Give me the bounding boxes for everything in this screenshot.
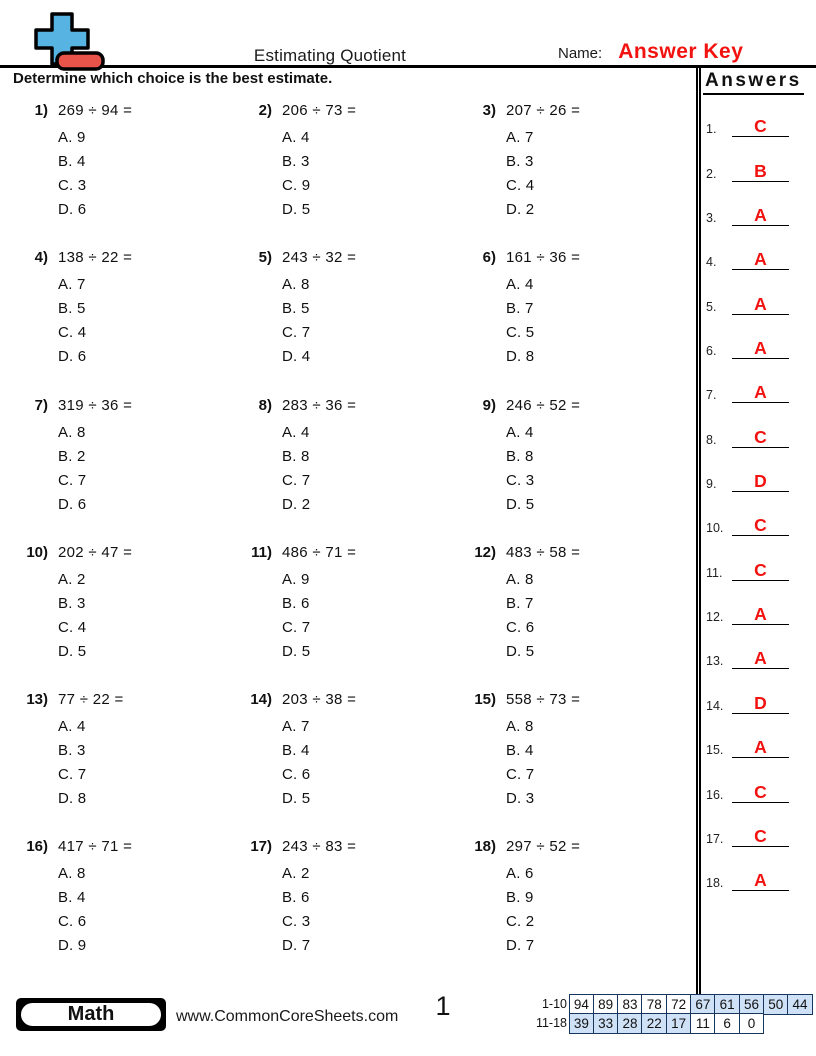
choice-option: A. 4 [58,718,86,736]
plus-minus-logo-icon [30,12,110,74]
choice-option: C. 7 [506,766,535,784]
score-cell: 50 [763,994,789,1015]
answer-item [701,226,816,270]
choice-option: C. 7 [282,618,311,636]
answer-item [701,137,816,181]
answer-item [701,448,816,492]
problem-item [238,688,462,835]
answer-number: 3. [706,211,717,226]
problem-number: 2) [258,102,272,119]
answer-item [701,847,816,891]
problem-question: 269 ÷ 94 = [58,102,133,119]
answer-item [701,581,816,625]
choice-option: A. 7 [58,276,86,294]
choice-option: A. 8 [506,570,534,588]
problem-question-line [14,394,238,418]
problem-item [14,541,238,688]
worksheet-title: Estimating Quotient [253,46,407,65]
answer-blank-line [732,561,789,581]
answer-letter: C [754,116,767,137]
answer-item [701,492,816,536]
answer-blank-line [732,783,789,803]
problem-question-line [14,541,238,565]
choice-option: A. 9 [282,570,310,588]
answer-letter: A [754,604,767,625]
problem-number: 4) [34,249,48,267]
choice-option: B. 3 [282,153,310,170]
answer-number: 4. [706,255,717,270]
problem-question: 138 ÷ 22 = [58,249,133,267]
answer-letter: D [754,692,767,713]
answer-item [701,403,816,447]
choice-option: C. 7 [282,471,311,489]
answer-letter: C [754,559,767,580]
problem-number: 13) [26,691,48,709]
score-cell: 11 [690,1013,716,1034]
website-url: www.CommonCoreSheets.com [176,1008,399,1025]
choice-option: D. 8 [58,790,87,808]
choice-option: D. 8 [506,348,535,366]
choice-list [238,273,462,369]
choice-option: C. 9 [282,177,311,194]
problem-question: 243 ÷ 83 = [282,838,357,856]
problem-number: 6) [482,249,496,267]
choice-option: A. 8 [58,423,86,441]
answer-blank-line [732,871,789,891]
problem-question: 202 ÷ 47 = [58,543,133,561]
problem-question-line [462,835,686,859]
choice-option: A. 2 [282,865,310,883]
problem-item [238,394,462,541]
answer-letter: C [754,825,767,846]
answer-blank-line [732,516,789,536]
problem-item [14,394,238,541]
problem-item [238,835,462,982]
problem-question: 206 ÷ 73 = [282,102,357,119]
choice-list [462,715,686,811]
choice-option: C. 4 [58,324,87,342]
header-divider [0,65,816,68]
answer-letter: C [754,426,767,447]
answer-number: 5. [706,299,717,314]
choice-option: B. 7 [506,594,534,612]
answer-letter: C [754,515,767,536]
score-table [534,994,813,1034]
answer-blank-line [732,472,789,492]
choice-option: D. 4 [282,348,311,366]
answer-blank-line [732,738,789,758]
answer-blank-line [732,605,789,625]
score-row-label: 11-18 [535,1016,567,1031]
problem-item [462,541,686,688]
problem-number: 9) [482,396,496,414]
problem-question-line [238,835,462,859]
choice-option: B. 6 [282,594,310,612]
choice-option: A. 8 [282,276,310,294]
answer-number: 16. [706,787,724,802]
score-cell: 78 [641,994,667,1015]
choice-option: B. 4 [58,153,86,170]
answers-title: Answers [703,70,804,95]
choice-option: C. 3 [506,471,535,489]
score-cell: 56 [739,994,765,1015]
problem-item [238,246,462,393]
score-cell: 61 [714,994,740,1015]
problem-question: 486 ÷ 71 = [282,543,357,561]
answers-panel [696,68,816,994]
answer-item [701,315,816,359]
answer-blank-line [732,649,789,669]
choice-list [238,126,462,222]
choice-list [462,126,686,222]
choice-option: A. 8 [58,865,86,883]
choice-list [14,568,238,664]
choice-option: A. 4 [282,129,310,146]
answer-number: 10. [706,521,724,536]
answer-blank-line [732,339,789,359]
problem-item [14,246,238,393]
problem-number: 7) [34,396,48,414]
problem-item [14,835,238,982]
problem-question: 297 ÷ 52 = [506,838,581,856]
answer-item [701,714,816,758]
choice-option: A. 9 [58,129,86,146]
answer-letter: A [754,648,767,669]
choice-option: B. 4 [506,742,534,760]
choice-option: D. 7 [506,937,535,955]
choice-list [462,421,686,517]
answer-letter: A [754,338,767,359]
choice-option: A. 7 [282,718,310,736]
answer-number: 7. [706,388,717,403]
choice-option: B. 4 [282,742,310,760]
answer-letter: C [754,781,767,802]
choice-option: C. 7 [282,324,311,342]
score-cell: 0 [739,1013,765,1034]
subject-badge-label: Math [19,1001,163,1028]
answer-item [701,270,816,314]
choice-option: D. 5 [58,642,87,660]
answer-letter: A [754,293,767,314]
answer-number: 9. [706,477,717,492]
answer-letter: A [754,205,767,226]
problem-number: 1) [34,102,48,119]
answer-blank-line [732,162,789,182]
problem-number: 11) [251,543,272,561]
answer-blank-line [732,206,789,226]
problem-question-line [14,99,238,123]
problem-question-line [14,246,238,270]
answer-item [701,803,816,847]
score-cell: 33 [593,1013,619,1034]
answer-blank-line [732,827,789,847]
subject-badge [16,998,166,1031]
problem-question-line [462,541,686,565]
answer-number: 2. [706,166,717,181]
answer-key-text: Answer Key [618,40,744,63]
answer-blank-line [732,383,789,403]
answer-letter: A [754,737,767,758]
choice-option: C. 4 [506,177,535,194]
problem-question-line [462,246,686,270]
choice-option: D. 5 [506,495,535,513]
choice-option: B. 7 [506,300,534,318]
problem-item [462,688,686,835]
answer-blank-line [732,428,789,448]
name-row [558,40,743,64]
answer-letter: A [754,249,767,270]
problem-number: 8) [258,396,272,414]
answer-item [701,359,816,403]
problem-question: 417 ÷ 71 = [58,838,133,856]
answer-number: 18. [706,876,724,891]
name-label: Name: [558,45,603,62]
choice-option: A. 8 [506,718,534,736]
answer-number: 12. [706,610,724,625]
choice-option: B. 3 [506,153,534,170]
answer-item [701,536,816,580]
problem-question: 207 ÷ 26 = [506,102,581,119]
choice-list [14,273,238,369]
choice-list [14,862,238,958]
answer-item [701,625,816,669]
problem-question-line [238,99,462,123]
answer-item [701,182,816,226]
choice-option: C. 6 [282,766,311,784]
answer-number: 1. [706,122,717,137]
answer-letter: A [754,870,767,891]
answer-blank-line [732,295,789,315]
choice-option: D. 5 [282,642,311,660]
choice-option: D. 6 [58,201,87,218]
problem-question-line [238,541,462,565]
problem-number: 16) [26,838,48,856]
choice-option: B. 5 [58,300,86,318]
choice-option: C. 3 [58,177,87,194]
problem-item [238,541,462,688]
score-cell: 22 [641,1013,667,1034]
problem-number: 18) [474,838,496,856]
score-cell: 39 [569,1013,595,1034]
choice-option: C. 5 [506,324,535,342]
score-cell: 83 [617,994,643,1015]
problem-number: 17) [250,838,272,856]
answer-letter: A [754,382,767,403]
problem-question: 203 ÷ 38 = [282,691,357,709]
score-cell: 17 [666,1013,692,1034]
choice-option: D. 5 [282,790,311,808]
choice-option: A. 2 [58,570,86,588]
problem-question: 243 ÷ 32 = [282,249,357,267]
choice-option: A. 4 [282,423,310,441]
choice-option: D. 9 [58,937,87,955]
score-cell: 72 [666,994,692,1015]
problem-question: 77 ÷ 22 = [58,691,124,709]
problem-number: 3) [482,102,496,119]
answer-number: 11. [706,565,723,580]
choice-option: A. 6 [506,865,534,883]
score-cell: 6 [714,1013,740,1034]
problem-item [462,835,686,982]
answer-item [701,758,816,802]
choice-option: D. 5 [282,201,311,218]
problem-item [14,99,238,246]
choice-list [14,715,238,811]
choice-option: B. 3 [58,594,86,612]
problem-item [462,246,686,393]
choice-option: D. 2 [282,495,311,513]
page-number: 1 [435,991,451,1021]
choice-list [238,568,462,664]
choice-list [14,421,238,517]
choice-list [238,862,462,958]
problem-question: 283 ÷ 36 = [282,396,357,414]
answer-number: 15. [706,743,724,758]
problem-item [14,688,238,835]
choice-list [462,862,686,958]
problem-number: 14) [250,691,272,709]
choice-option: B. 3 [58,742,86,760]
choice-option: C. 4 [58,618,87,636]
score-cell: 28 [617,1013,643,1034]
answer-number: 6. [706,344,717,359]
score-row-label: 1-10 [541,997,567,1012]
choice-option: C. 7 [58,766,87,784]
choice-option: D. 5 [506,642,535,660]
problem-number: 15) [474,691,496,709]
choice-list [462,568,686,664]
choice-option: C. 3 [282,913,311,931]
score-row [534,994,813,1015]
problem-item [238,99,462,246]
choice-option: B. 5 [282,300,310,318]
problems-grid [14,99,690,983]
answer-item [701,669,816,713]
score-cell: 67 [690,994,716,1015]
problem-question: 319 ÷ 36 = [58,396,133,414]
choice-option: C. 7 [58,471,87,489]
answer-number: 17. [706,831,724,846]
problem-question: 483 ÷ 58 = [506,543,581,561]
choice-option: B. 9 [506,889,534,907]
score-cell: 89 [593,994,619,1015]
choice-option: C. 6 [506,618,535,636]
answer-number: 8. [706,432,717,447]
answer-blank-line [732,694,789,714]
score-row [534,1013,813,1034]
choice-option: A. 4 [506,423,534,441]
choice-option: C. 6 [58,913,87,931]
choice-option: D. 2 [506,201,535,218]
answer-item [701,93,816,137]
problem-question-line [462,394,686,418]
problem-question-line [238,246,462,270]
problem-question: 558 ÷ 73 = [506,691,581,709]
choice-option: D. 3 [506,790,535,808]
answers-list [701,93,816,891]
score-cell: 44 [787,994,813,1015]
choice-option: D. 6 [58,495,87,513]
problem-number: 5) [258,249,272,267]
problem-question-line [462,99,686,123]
problem-question-line [238,394,462,418]
answer-blank-line [732,250,789,270]
problem-question-line [14,835,238,859]
problem-question: 246 ÷ 52 = [506,396,581,414]
choice-list [238,421,462,517]
choice-option: B. 8 [282,447,310,465]
problem-question: 161 ÷ 36 = [506,249,581,267]
choice-option: B. 8 [506,447,534,465]
answer-letter: D [754,471,767,492]
choice-option: D. 7 [282,937,311,955]
choice-option: B. 2 [58,447,86,465]
problem-question-line [238,688,462,712]
problem-number: 10) [26,543,48,561]
problem-item [462,99,686,246]
instruction-text: Determine which choice is the best estimate. [13,70,333,87]
choice-option: D. 6 [58,348,87,366]
answer-number: 13. [706,654,724,669]
answer-letter: B [754,160,767,181]
choice-list [462,273,686,369]
answer-blank-line [732,117,789,137]
problem-item [462,394,686,541]
choice-option: A. 7 [506,129,534,146]
problem-number: 12) [474,543,496,561]
choice-option: A. 4 [506,276,534,294]
choice-option: B. 6 [282,889,310,907]
choice-list [14,126,238,222]
problem-question-line [462,688,686,712]
answer-number: 14. [706,698,724,713]
choice-list [238,715,462,811]
score-cell: 94 [569,994,595,1015]
choice-option: B. 4 [58,889,86,907]
choice-option: C. 2 [506,913,535,931]
problem-question-line [14,688,238,712]
